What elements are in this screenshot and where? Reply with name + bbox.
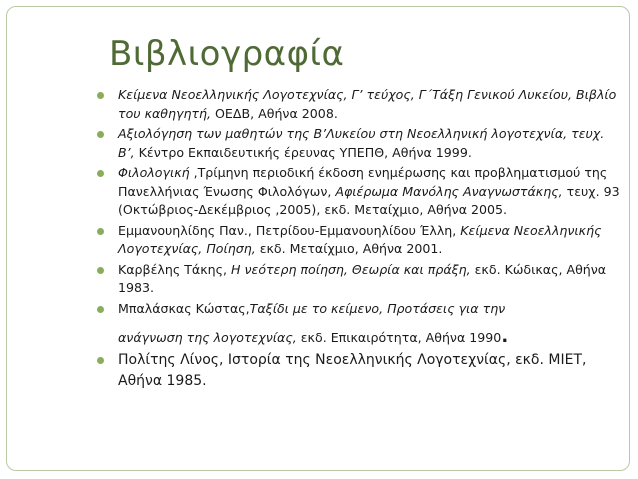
- bullet-icon: [97, 170, 104, 177]
- bullet-icon: [97, 306, 104, 313]
- ref-title: Κείμενα Νεοελληνικής Λογοτεχνίας, Ποίηση,: [118, 222, 602, 256]
- bullet-icon: [97, 92, 104, 99]
- ref-tribute: Αφιέρωμα Μανόλης Αναγνωστάκης,: [331, 183, 563, 199]
- bullet-icon: [97, 357, 104, 364]
- bullet-icon: [97, 131, 104, 138]
- list-item: [95, 86, 620, 123]
- bibliography-list: [95, 86, 620, 394]
- ref-text: Πολίτης Λίνος, Ιστορία της Νεοελληνικής Λογοτεχνίας, εκδ. ΜΙΕΤ, Αθήνα 1985.: [118, 351, 587, 389]
- slide-title: Βιβλιογραφία: [109, 34, 345, 74]
- ref-end-dot: .: [501, 326, 509, 347]
- ref-author: Καρβέλης Τάκης,: [118, 261, 228, 277]
- list-item: [95, 164, 620, 220]
- ref-publisher: εκδ. Κώδικας, Αθήνα 1983.: [118, 261, 607, 295]
- list-item: [95, 300, 620, 348]
- bullet-icon: [97, 228, 104, 235]
- ref-title: Φιλολογική: [118, 165, 190, 180]
- ref-author: Μπαλάσκας Κώστας,: [118, 300, 250, 316]
- list-item: [95, 125, 620, 162]
- ref-publisher: εκδ. Επικαιρότητα, Αθήνα 1990: [296, 330, 502, 345]
- bullet-icon: [97, 267, 104, 274]
- ref-publisher: τευχ. 93 (Οκτώβριος-Δεκέμβριος ,2005), εκδ. Μεταίχμιο, Αθήνα 2005.: [118, 183, 620, 217]
- ref-publisher: Κέντρο Εκπαιδευτικής έρευνας ΥΠΕΠΘ, Αθήνα 1999.: [134, 144, 472, 160]
- list-item: [95, 350, 620, 392]
- ref-title-cont: ανάγνωση της λογοτεχνίας,: [118, 330, 297, 345]
- ref-publisher: εκδ. Μεταίχμιο, Αθήνα 2001.: [255, 241, 443, 256]
- ref-title: Αξιολόγηση των μαθητών της Β’Λυκείου στη Νεοελληνική λογοτεχνία, τευχ. Β’,: [118, 126, 605, 160]
- ref-title: Η νεότερη ποίηση, Θεωρία και πράξη,: [227, 261, 471, 277]
- list-item: [95, 222, 620, 259]
- ref-author: Εμμανουηλίδης Παν., Πετρίδου-Εμμανουηλίδου Έλλη,: [118, 222, 457, 238]
- ref-publisher: ΟΕΔΒ, Αθήνα 2008.: [211, 105, 338, 121]
- ref-title: Κείμενα Νεοελληνικής Λογοτεχνίας, Γ’ τεύχος, Γ΄Τάξη Γενικού Λυκείου, Βιβλίο του καθηγητή,: [118, 87, 617, 121]
- list-item: [95, 261, 620, 298]
- ref-description: ,Τρίμηνη περιοδική έκδοση ενημέρωσης και προβληματισμού της Πανελλήνιας Ένωσης Φιλολόγων,: [118, 165, 608, 199]
- ref-title: Ταξίδι με το κείμενο, Προτάσεις για την: [249, 300, 506, 316]
